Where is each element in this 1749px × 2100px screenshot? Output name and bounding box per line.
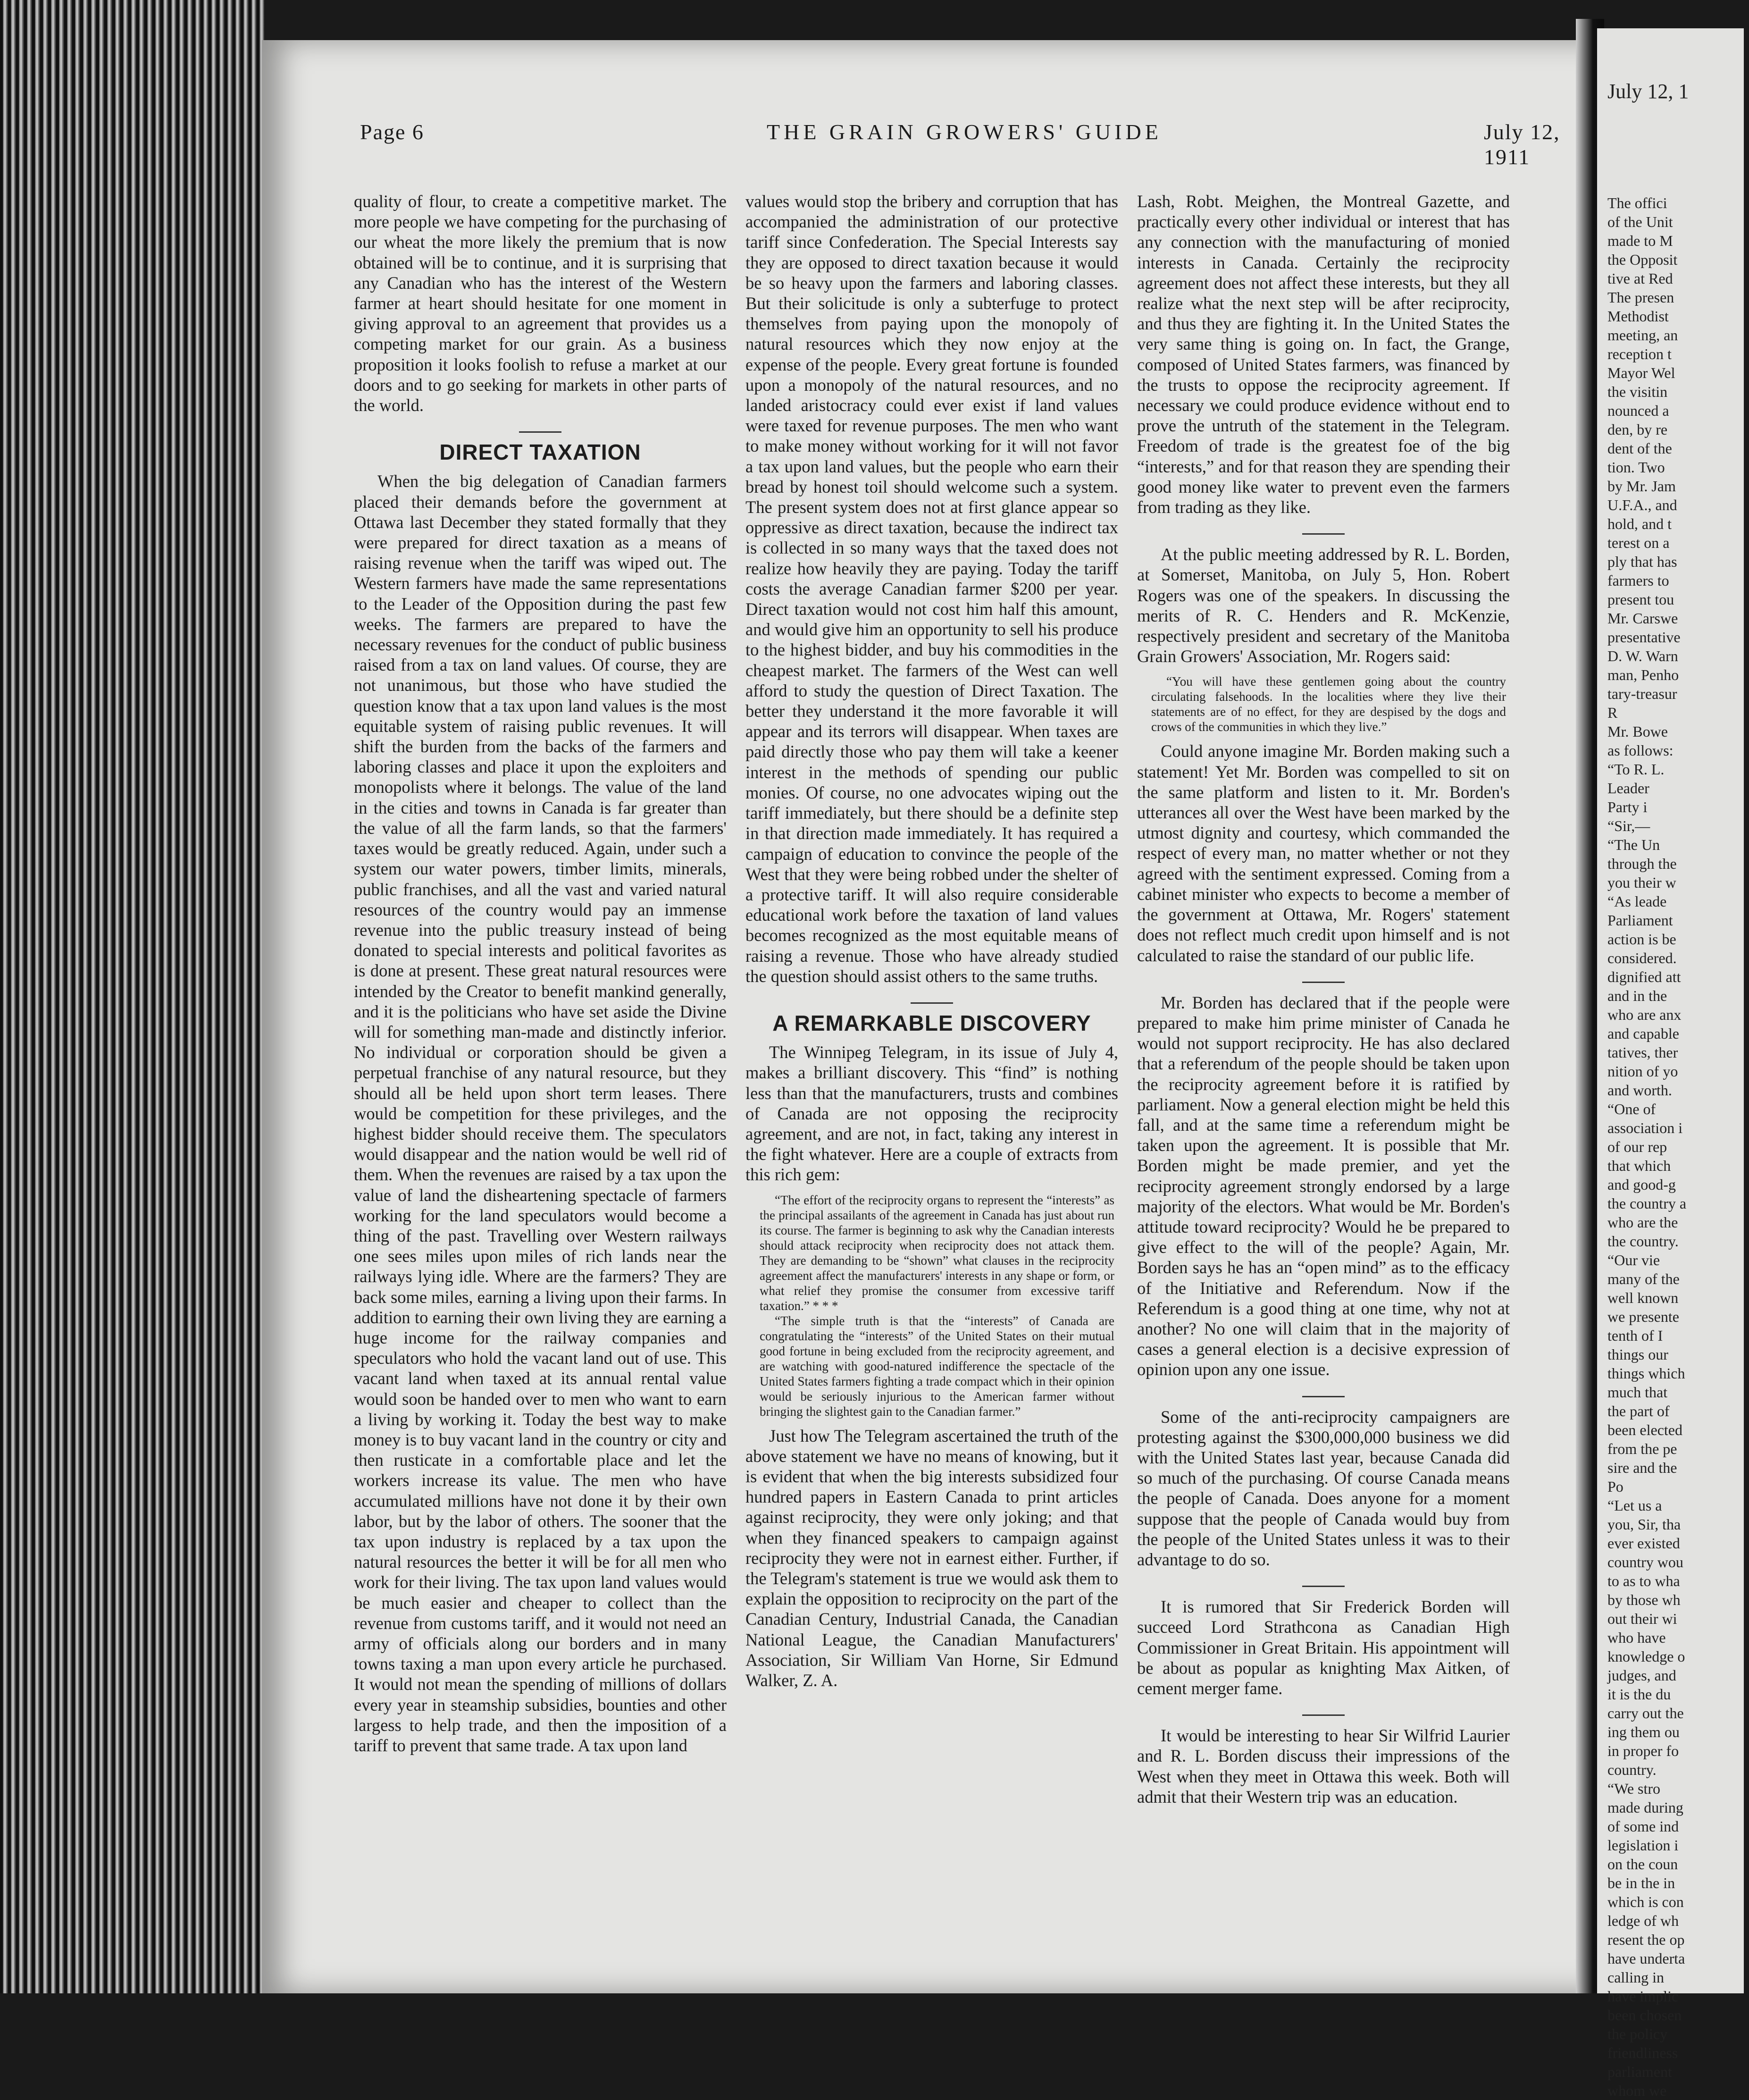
facing-line: ledge of wh xyxy=(1607,1912,1679,1929)
facing-line: “One of xyxy=(1607,1100,1656,1117)
facing-line: “To R. L. xyxy=(1607,761,1665,778)
facing-line: made during xyxy=(1607,1799,1683,1816)
facing-line: that which xyxy=(1607,1157,1671,1174)
col3-body-4: Mr. Borden has declared that if the people were prepared to make him prime minister of Canada he would not support reciprocity. He has also declared that a referendum of the people should be taken upon the reciprocity agreement before it is ratified by parliament. Now a general election might be held this fall, and at the same time a referendum might be taken upon the agreement. It is possible that Mr. Borden might be made premier, and yet the reciprocity agreement strongly endorsed by a large majority of the electors. What would be Mr. Borden's attitude toward reciprocity? Would he be prepared to give effect to the will of the people? Again, Mr. Borden says he has an “open mind” as to the efficacy of the Initiative and Referendum. Now if the Referendum is a good thing at one time, why not at another? No one will claim that in the majority of cases a general election is a decisive expression of opinion upon any one issue. xyxy=(1137,992,1510,1379)
facing-line: sire and the xyxy=(1607,1459,1677,1476)
facing-line: have underta xyxy=(1607,1950,1685,1967)
facing-line xyxy=(1607,156,1749,175)
facing-line: to as to wha xyxy=(1607,1572,1680,1589)
facing-line: resent the op xyxy=(1607,1931,1685,1948)
facing-line: and worth. xyxy=(1607,1082,1672,1099)
facing-line: meeting, an xyxy=(1607,327,1678,344)
facing-line: D. W. Warn xyxy=(1607,647,1678,664)
facing-line: country. xyxy=(1607,1761,1657,1778)
direct-taxation-body: When the big delegation of Canadian farmers placed their demands before the government at Ottawa last December they stated formally that they were prepared for direct taxation as a means of raising revenue when the tariff was wiped out. The Western farmers have made the same representations to the Leader of the Opposition during the past few weeks. The farmers are prepared to have the necessary revenues for the conduct of public business raised from a tax on land values. Of course, they are not unanimous, but those who have studied the question know that a tax upon land values is the most equitable system of raising public revenues. It will shift the burden from the backs of the farmers and laboring classes and place it upon the exploiters and monopolists where it belongs. The value of the land in the cities and towns in Canada is far greater than the value of all the farm lands, so that the farmers' taxes would be greatly reduced. Again, under such a system our water powers, timber limits, minerals, public franchises, and all the vast and varied natural resources of the country would pay an immense revenue into the public treasury instead of being donated to special interests and political favorites as is done at present. These great natural resources were intended by the Creator to benefit mankind generally, and it is the politicians who have set aside the Divine will for something man-made and distinctly inferior. No individual or corporation should be given a perpetual franchise of any natural resource, but they should all be held upon short term leases. There would be competition for these privileges, and the highest bidder should receive them. The speculators would disappear and the nation would be well rid of them. When the revenues are raised by a tax upon the value of land the disheartening spectacle of farmers working for the land speculators would become a thing of the past. Travelling over Western railways one sees miles upon miles of rich lands near the railways lying idle. Where are the farmers? They are back some miles, earning a living upon their farms. In addition to earning their own living they are earning a huge income for the railway companies and speculators who hold the vacant land out of use. This vacant land when taxed at its annual rental value would soon be handed over to men who want to earn a living by working it. Today the best way to make money is to buy vacant land in the country or city and then rusticate in a comfortable place and let the workers increase its value. The men who have accumulated millions have not done it by their own labor, but by the labor of others. The sooner that the tax upon industry is replaced by a tax upon the natural resources the better it will be for all men who work for their living. The tax upon land values would be much easier and cheaper to collect than the revenue from customs tariff, and it would not need an army of officials along our borders and in many towns taxing a man upon every article he purchased. It would not mean the spending of millions of dollars every year in steamship subsidies, bounties and other largess to help trade, and then the imposition of a tariff to prevent that same trade. A tax upon land xyxy=(354,471,727,1756)
facing-line: tive at Red xyxy=(1607,270,1673,287)
facing-line: nounced a xyxy=(1607,402,1669,419)
facing-line: man, Penho xyxy=(1607,666,1679,683)
col1-intro: quality of flour, to create a competitive market. The more people we have competing for the purchasing of our wheat the more likely the premium that is now obtained will be to continue, and it is surprising that any Canadian who has the interest of the Western farmer at heart should hesitate for one moment in giving approval to an agreement that provides us a competing market for our grain. As a business proposition it looks foolish to refuse a market at our doors and to go seeking for markets in other parts of the world. xyxy=(354,192,727,415)
facing-line: tatives, ther xyxy=(1607,1044,1678,1061)
facing-line: presentative xyxy=(1607,629,1681,646)
facing-line: hold, and t xyxy=(1607,515,1672,532)
facing-line: be in the in xyxy=(1607,1874,1675,1891)
facing-line: legislation i xyxy=(1607,1837,1679,1854)
facing-line: by those wh xyxy=(1607,1591,1681,1608)
facing-line: The presen xyxy=(1607,289,1674,306)
facing-line: judges, and xyxy=(1607,1667,1676,1684)
facing-line: which is con xyxy=(1607,1893,1684,1910)
facing-line: “Sir,— xyxy=(1607,817,1650,834)
facing-line: through the xyxy=(1607,855,1677,872)
col3-body-5: Some of the anti-reciprocity campaigners are protesting against the $300,000,000 business we did with the United States last year, because Canada did so much of the purchasing. Of course Canada means the people of Canada. Does anyone for a moment suppose that the people of Canada would buy from the people of the United States unless it was to their advantage to do so. xyxy=(1137,1407,1510,1569)
remarkable-discovery-heading: A REMARKABLE DISCOVERY xyxy=(772,1010,1091,1035)
facing-line: farmers to xyxy=(1607,572,1669,589)
facing-line: the part of xyxy=(1607,1403,1670,1420)
facing-line: reception t xyxy=(1607,345,1672,362)
facing-line: “The Un xyxy=(1607,836,1660,853)
section-rule xyxy=(1302,1396,1345,1397)
section-rule xyxy=(1302,1586,1345,1587)
facing-line: dignified att xyxy=(1607,968,1681,985)
facing-line: well known xyxy=(1607,1289,1679,1306)
col3-body-2: At the public meeting addressed by R. L. Borden, at Somerset, Manitoba, on July 5, Hon. Robert Rogers was one of the speakers. In discussing the merits of R. C. Henders and R. McKenzie, respectively president and secretary of the Manitoba Grain Growers' Association, Mr. Rogers said: xyxy=(1137,545,1510,666)
facing-line: you, Sir, tha xyxy=(1607,1516,1681,1533)
facing-line: “Our vie xyxy=(1607,1252,1660,1268)
facing-line: considered. xyxy=(1607,949,1677,966)
facing-line xyxy=(1607,175,1749,193)
facing-line: calling in xyxy=(1607,1969,1664,1986)
facing-line xyxy=(1607,118,1749,137)
facing-line: ply that has xyxy=(1607,553,1677,570)
facing-line: The offici xyxy=(1607,194,1667,211)
facing-line: “As leade xyxy=(1607,893,1667,910)
facing-line: of the Unit xyxy=(1607,213,1673,230)
facing-line: association i xyxy=(1607,1119,1683,1136)
facing-line: Methodist xyxy=(1607,308,1669,325)
issue-date: July 12, 1911 xyxy=(1484,120,1560,169)
facing-line: it is the du xyxy=(1607,1686,1671,1703)
facing-line: “Let us a xyxy=(1607,1497,1662,1514)
facing-line: the Opposit xyxy=(1607,251,1678,268)
facing-line: country wou xyxy=(1607,1554,1683,1571)
facing-line: knowledge o xyxy=(1607,1648,1685,1665)
col3-body-6: It is rumored that Sir Frederick Borden will succeed Lord Strathcona as Canadian High Commissioner in Great Britain. His appointment will be about as popular as knighting Max Aitken, of cement merger fame. xyxy=(1137,1597,1510,1698)
facing-line: ever existed xyxy=(1607,1535,1680,1552)
facing-line: ing them ou xyxy=(1607,1723,1680,1740)
col2-body-3: Just how The Telegram ascertained the truth of the above statement we have no means of knowing, but it is evident that when the big interests subsidized four hundred papers in Eastern Canada to print articles against reciprocity, they were only joking; and that when they financed speakers to campaign against reciprocity they were not in earnest either. Further, if the Telegram's statement is true we would ask them to explain the opposition to reciprocity on the part of the Canadian Century, Industrial Canada, the Canadian National League, the Canadian Manufacturers' Association, Sir William Van Horne, Sir Edmund Walker, Z. A. xyxy=(745,1426,1118,1690)
section-rule xyxy=(1302,1714,1345,1716)
col3-body-7: It would be interesting to hear Sir Wilfrid Laurier and R. L. Borden discuss their impressions of the West when they meet in Ottawa this week. Both will admit that their Western trip was an education. xyxy=(1137,1726,1510,1806)
col2-body-1: values would stop the bribery and corruption that has accompanied the administration of our protective tariff since Confederation. The Special Interests say they are opposed to direct taxation because it would be so heavy upon the farmers and laboring classes. But their solicitude is only a subterfuge to protect themselves from paying upon the monopoly of natural resources which they now enjoy at the expense of the people. Every great fortune is founded upon a monopoly of the natural resources, and no landed aristocracy could ever exist if land values were taxed for revenue purposes. The men who want to make money without working for it will not favor a tax upon land values, but the people who earn their bread by honest toil should welcome such a system. The present system does not at first glance appear so oppressive as direct taxation, because the indirect tax is collected in so many ways that the taxed does not realize how heavily they are paying. Today the tariff costs the average Canadian farmer $200 per year. Direct taxation would not cost him half this amount, and would give him an opportunity to sell his produce to the highest bidder, and buy his commodities in the cheapest market. The farmers of the West can well afford to study the question of Direct Taxation. The better they understand it the more favorable it will appear and its terrors will disappear. When taxes are paid directly those who pay them will take a keener interest in the methods of spending our public monies. Of course, no one advocates wiping out the tariff immediately, but there should be a definite step in that direction made immediately. It has required a campaign of education to convince the people of the West that they were being robbed under the shelter of a protective tariff. It will also require considerable educational work before the taxation of land values becomes recognized as the most equitable means of raising a revenue. Those who have already studied the question should assist others to the same truths. xyxy=(745,192,1118,986)
rogers-quote-text: “You will have these gentlemen going about the country circulating falsehoods. In the localities where they live their statements are of no effect, for they are despised by the dogs and crows of the communities in which they live.” xyxy=(1151,674,1506,734)
rogers-quote xyxy=(1151,674,1510,734)
facing-line: den, by re xyxy=(1607,421,1668,438)
facing-line: who have xyxy=(1607,1629,1666,1646)
facing-line: in proper fo xyxy=(1607,1742,1679,1759)
facing-line: carry out the xyxy=(1607,1705,1684,1722)
facing-line: things which xyxy=(1607,1365,1685,1382)
facing-line: we presente xyxy=(1607,1308,1679,1325)
telegram-quote-1: “The effort of the reciprocity organs to represent the “interests” as the principal assailants of the agreement in Canada has just about run its course. The farmer is beginning to ask why the Canadian interests should attack reciprocity when reciprocity does not attack them. They are demanding to be “shown” what clauses in the reciprocity agreement affect the manufacturers' interests in any shape or form, or what relief they promise the consumer from excessive tariff taxation.” * * * xyxy=(760,1193,1114,1313)
facing-line: made to M xyxy=(1607,232,1673,249)
section-rule xyxy=(911,1002,953,1004)
facing-line: terest on a xyxy=(1607,534,1670,551)
facing-line: dent of the xyxy=(1607,440,1672,457)
facing-line: and in the xyxy=(1607,987,1667,1004)
column-1 xyxy=(354,191,727,1756)
telegram-quote xyxy=(760,1193,1118,1419)
facing-line: whom we xyxy=(1607,2082,1667,2099)
facing-line: have implic xyxy=(1607,1988,1679,2005)
facing-page xyxy=(1597,28,1744,2099)
masthead: THE GRAIN GROWERS' GUIDE xyxy=(767,120,1162,144)
facing-line: been chosen xyxy=(1607,2007,1682,2024)
page-number: Page 6 xyxy=(360,120,424,144)
facing-line: and good-g xyxy=(1607,1176,1676,1193)
facing-line: much that xyxy=(1607,1384,1668,1401)
facing-line: action is be xyxy=(1607,931,1676,948)
facing-line: the visitin xyxy=(1607,383,1668,400)
facing-date: July 12, 1 xyxy=(1607,80,1689,103)
facing-line: who are the xyxy=(1607,1214,1678,1231)
col2-body-2: The Winnipeg Telegram, in its issue of July 4, makes a brilliant discovery. This “find” is nothing less than that the manufacturers, trusts and combines of Canada are not opposing the reciprocity agreement, and are not, in fact, taking any interest in the fight whatever. Here are a couple of extracts from this rich gem: xyxy=(745,1042,1118,1184)
facing-line: as follows: xyxy=(1607,742,1674,759)
facing-line: Parliament xyxy=(1607,912,1673,929)
facing-line: the country. xyxy=(1607,1233,1679,1250)
facing-line: tenth of I xyxy=(1607,1327,1663,1344)
facing-line: present tou xyxy=(1607,591,1674,608)
facing-line: parliament xyxy=(1607,2063,1672,2080)
facing-line: who are anx xyxy=(1607,1006,1682,1023)
facing-line: U.F.A., and xyxy=(1607,496,1677,513)
facing-line: the country a xyxy=(1607,1195,1687,1212)
facing-line: Mayor Wel xyxy=(1607,364,1675,381)
facing-line: Mr. Carswe xyxy=(1607,610,1678,627)
facing-line: of our rep xyxy=(1607,1138,1667,1155)
facing-line xyxy=(1607,137,1749,156)
direct-taxation-heading: DIRECT TAXATION xyxy=(439,440,641,465)
facing-line: tary-treasur xyxy=(1607,685,1677,702)
facing-line: Party i xyxy=(1607,798,1648,815)
book-page-edges xyxy=(0,0,264,1993)
facing-line: the policy xyxy=(1607,2025,1668,2042)
facing-line: tion. Two xyxy=(1607,459,1665,476)
column-3 xyxy=(1137,191,1510,1807)
facing-line: out their wi xyxy=(1607,1610,1677,1627)
facing-line: and capable xyxy=(1607,1025,1679,1042)
section-rule xyxy=(1302,533,1345,535)
facing-line: of some ind xyxy=(1607,1818,1679,1835)
facing-line: by Mr. Jam xyxy=(1607,478,1676,495)
facing-line: many of the xyxy=(1607,1270,1680,1287)
facing-line: Mr. Bowe xyxy=(1607,723,1668,740)
section-rule xyxy=(519,431,561,433)
col3-body-3: Could anyone imagine Mr. Borden making such a statement! Yet Mr. Borden was compelled to sit on the same platform and listen to it. Mr. Borden's utterances all over the West have been marked by the utmost dignity and courtesy, which commanded the respect of every man, no matter whether or not they agreed with the sentiment expressed. Coming from a cabinet minister who expects to become a member of the government at Ottawa, Mr. Rogers' statement does not reflect much credit upon himself and is not calculated to raise the standard of our public life. xyxy=(1137,741,1510,965)
facing-page-text xyxy=(1607,118,1749,2100)
facing-line: from the pe xyxy=(1607,1440,1677,1457)
column-2 xyxy=(745,191,1118,1690)
facing-line: on the coun xyxy=(1607,1856,1678,1873)
facing-line: Leader xyxy=(1607,780,1649,797)
facing-line: Po xyxy=(1607,1478,1623,1495)
facing-line: “We stro xyxy=(1607,1780,1661,1797)
telegram-quote-2: “The simple truth is that the “interests” of Canada are congratulating the “interests” of the United States on their mutual good fortune in being excluded from the reciprocity agreement, and are watching with good-natured indifference the spectacle of the United States farmers fighting a trade compact which in their opinion would be seriously injurious to the American farmer without bringing the slightest gain to the Canadian farmer.” xyxy=(760,1313,1114,1419)
section-rule xyxy=(1302,982,1345,983)
facing-line: things our xyxy=(1607,1346,1668,1363)
newspaper-page xyxy=(262,40,1590,1993)
facing-line: R xyxy=(1607,704,1618,721)
facing-line: nition of yo xyxy=(1607,1063,1678,1080)
col3-body-1: Lash, Robt. Meighen, the Montreal Gazette, and practically every other individual or interest that has any connection with the manufacturing of monied interests in Canada. Certainly the reciprocity agreement does not affect these interests, but they all realize what the next step will be after reciprocity, and thus they are fighting it. In the United States the very same thing is going on. In fact, the Grange, composed of United States farmers, was financed by the trusts to oppose the reciprocity agreement. If necessary we could produce evidence without end to prove the untruth of the statement in the Telegram. Freedom of trade is the greatest foe of the big “interests,” and for that reason they are spending their good money like water to prevent even the farmers from trading as they like. xyxy=(1137,192,1510,517)
facing-line: friendliness xyxy=(1607,2044,1678,2061)
facing-line: been elected xyxy=(1607,1421,1682,1438)
facing-line: you their w xyxy=(1607,874,1676,891)
